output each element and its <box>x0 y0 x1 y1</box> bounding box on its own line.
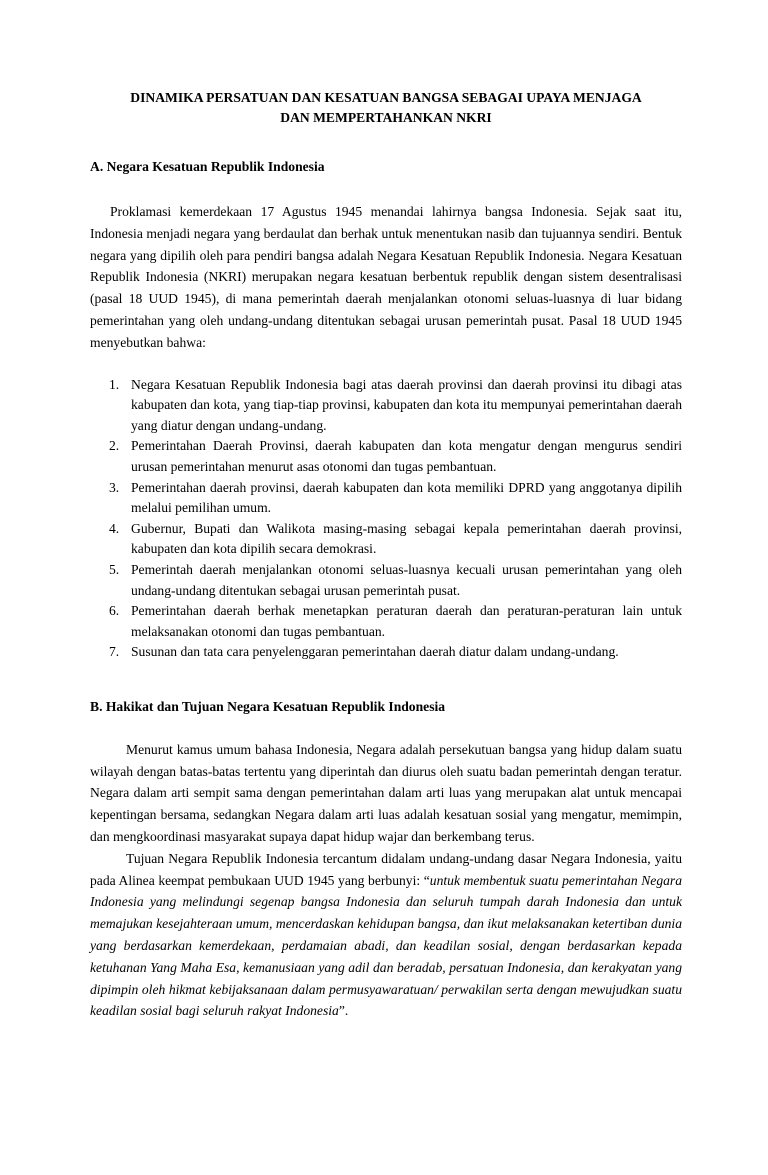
list-item <box>109 478 682 519</box>
list-item-text: Pemerintahan Daerah Provinsi, daerah kabupaten dan kota mengatur dengan mengurus sendiri urusan pemerintahan menurut asas otonomi dan tugas pembantuan. <box>131 438 682 474</box>
list-item-number: 6. <box>109 603 120 619</box>
list-item <box>109 436 682 477</box>
section-b-paragraph-2 <box>90 848 682 1022</box>
article-18-list <box>90 375 682 663</box>
section-b-paragraph-1: Menurut kamus umum bahasa Indonesia, Negara adalah persekutuan bangsa yang hidup dalam suatu wilayah dengan batas-batas tertentu yang diperintah dan diurus oleh suatu badan pemerintah dengan teratur. Negara dalam arti sempit sama dengan pemerintahan dalam arti luas yang merupakan alat untuk mencapai kepentingan bersama, sedangkan Negara dalam arti luas adalah kesatuan sosial yang mengatur, memimpin, dan mengkoordinasi masyarakat supaya dapat hidup wajar dan berkembang terus. <box>90 741 682 845</box>
list-item-number: 5. <box>109 561 120 577</box>
list-item-number: 7. <box>109 644 120 660</box>
list-item-text: Susunan dan tata cara penyelenggaran pemerintahan daerah diatur dalam undang-undang. <box>131 644 619 660</box>
list-item <box>109 601 682 642</box>
list-item <box>109 560 682 601</box>
document-page <box>90 88 682 1022</box>
list-item-text: Negara Kesatuan Republik Indonesia bagi atas daerah provinsi dan daerah provinsi itu dibagi atas kabupaten dan kota, yang tiap-tiap provinsi, kabupaten dan kota itu mempunyai pemerintahan daerah yang diatur dengan undang-undang. <box>131 376 682 433</box>
list-item <box>109 375 682 437</box>
list-item-text: Gubernur, Bupati dan Walikota masing-masing sebagai kepala pemerintahan daerah provinsi, kabupaten dan kota dipilih secara demokrasi. <box>131 520 682 557</box>
paragraph-2-end: ”. <box>338 1003 349 1019</box>
list-item-text: Pemerintahan daerah provinsi, daerah kabupaten dan kota memiliki DPRD yang anggotanya dipilih melalui pemilihan umum. <box>131 479 682 516</box>
list-item-number: 4. <box>109 520 120 536</box>
section-b-heading: B. Hakikat dan Tujuan Negara Kesatuan Republik Indonesia <box>90 698 446 714</box>
paragraph-2-lead: Tujuan Negara Republik Indonesia tercantum didalam undang-undang dasar Negara Indonesia, yaitu pada Alinea keempat pembukaan UUD 1945 yang berbunyi: “ <box>90 850 682 888</box>
list-item <box>109 519 682 560</box>
section-a-heading: A. Negara Kesatuan Republik Indonesia <box>90 159 325 174</box>
uud-1945-quote: untuk membentuk suatu pemerintahan Negara Indonesia yang melindungi segenap bangsa Indonesia dan seluruh tumpah darah Indonesia dan untuk memajukan kesejahteraan umum, mencerdaskan kehidupan bangsa, dan ikut melaksanakan ketertiban dunia yang berdasarkan kemerdekaan, perdamaian abadi, dan keadilan sosial, dengan berdasarkan kepada ketuhanan Yang Maha Esa, kemanusiaan yang adil dan beradab, persatuan Indonesia, dan kerakyatan yang dipimpin oleh hikmat kebijaksanaan dalam permusyawaratuan/ perwakilan serta dengan mewujudkan suatu keadilan sosial bagi seluruh rakyat Indonesia <box>90 872 682 1019</box>
list-item-text: Pemerintahan daerah berhak menetapkan peraturan daerah dan peraturan-peraturan lain untuk melaksanakan otonomi dan tugas pembantuan. <box>131 603 682 639</box>
list-item-number: 3. <box>109 479 120 495</box>
section-a-paragraph: Proklamasi kemerdekaan 17 Agustus 1945 menandai lahirnya bangsa Indonesia. Sejak saat itu, Indonesia menjadi negara yang berdaulat dan berhak untuk menentukan nasib dan tujuannya sendiri. Bentuk negara yang dipilih oleh para pendiri bangsa adalah Negara Kesatuan Republik Indonesia. Negara Kesatuan Republik Indonesia (NKRI) merupakan negara kesatuan berbentuk republik dengan sistem desentralisasi (pasal 18 UUD 1945), di mana pemerintah daerah menjalankan otonomi seluas-luasnya di luar bidang pemerintahan yang oleh undang-undang ditentukan sebagai urusan pemerintah pusat. Pasal 18 UUD 1945 menyebutkan bahwa: <box>90 204 682 350</box>
document-title <box>90 88 682 128</box>
document-title-line-2: DAN MEMPERTAHANKAN NKRI <box>280 110 492 125</box>
list-item-number: 2. <box>109 438 120 454</box>
list-item <box>109 642 682 663</box>
list-item-text: Pemerintah daerah menjalankan otonomi seluas-luasnya kecuali urusan pemerintahan yang oleh undang-undang ditentukan sebagai urusan pemerintah pusat. <box>131 561 682 598</box>
document-title-line-1: DINAMIKA PERSATUAN DAN KESATUAN BANGSA SEBAGAI UPAYA MENJAGA <box>130 90 642 105</box>
list-item-number: 1. <box>109 376 120 392</box>
